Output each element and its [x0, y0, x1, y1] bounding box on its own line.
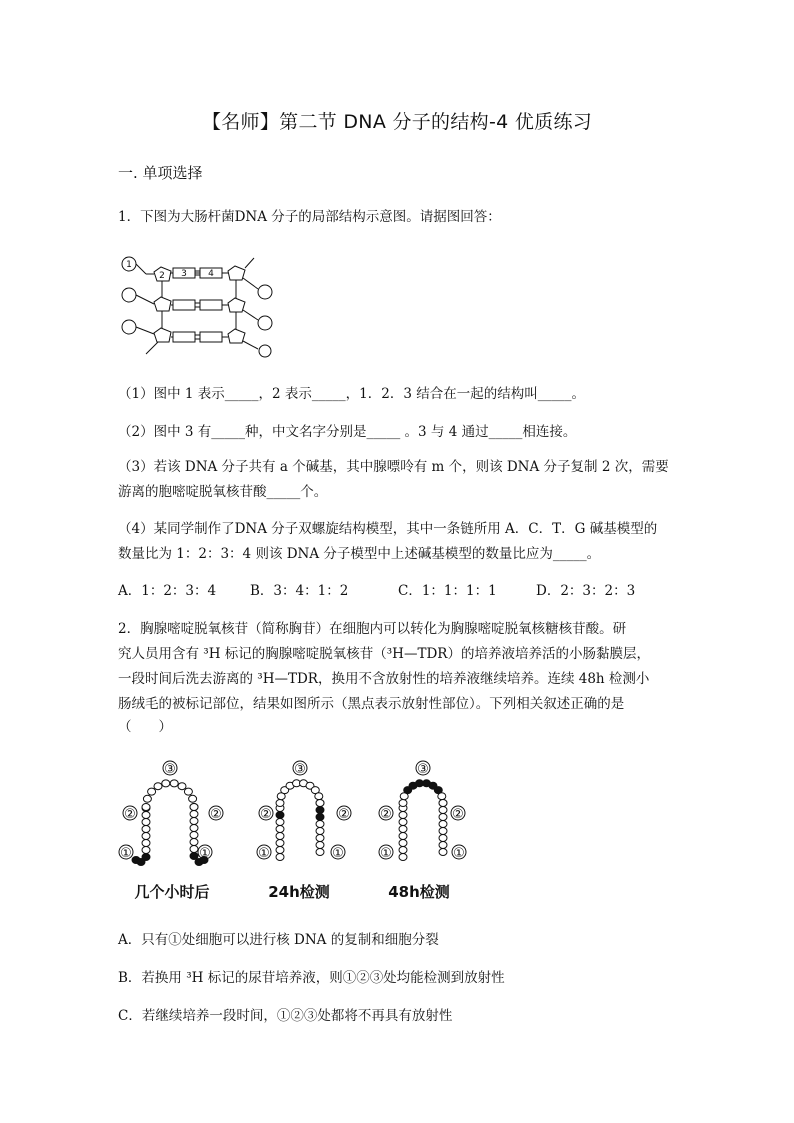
villus-cell [399, 819, 407, 826]
villus3-mark-1-left: ① [380, 846, 392, 861]
villus1-mark-1-left: ① [120, 846, 132, 861]
villus-cell [438, 793, 446, 800]
villus-cell [439, 828, 447, 835]
villus-cell [190, 818, 198, 825]
dna-structure-diagram [118, 254, 278, 358]
villus-cell-labeled [137, 859, 145, 866]
villus-cell [399, 854, 407, 861]
villus3-mark-1-right: ① [453, 846, 465, 861]
q2-line5: （ ） [118, 719, 172, 735]
villus-cell [316, 800, 324, 807]
villus1-mark-2-left: ② [124, 807, 136, 822]
villus-cell [276, 854, 284, 861]
villus3-mark-2-right: ② [452, 807, 464, 822]
q2-line4: 肠绒毛的被标记部位，结果如图所示（黑点表示放射性部位）。下列相关叙述正确的是 [118, 696, 625, 712]
villus-cell [399, 840, 407, 847]
q2-option-a: A．只有①处细胞可以进行核 DNA 的复制和细胞分裂 [118, 932, 439, 948]
villus-cell [316, 814, 324, 821]
q1-option-d: D．2：3：2：3 [536, 583, 636, 599]
villus-cell [316, 821, 324, 828]
q1-sub3-line2: 游离的胞嘧啶脱氧核苷酸_____个。 [118, 484, 328, 500]
villus-cell [142, 812, 150, 819]
villus-cell [316, 842, 324, 849]
villus-cell [439, 800, 447, 807]
villus-cell [439, 814, 447, 821]
q2-line2: 究人员用含有 ³H 标记的胸腺嘧啶脱氧核苷（³H—TDR）的培养液培养活的小肠黏膜层， [118, 646, 650, 662]
villus-cell [190, 853, 198, 860]
villus2-mark-2-right: ② [338, 807, 350, 822]
villus3-mark-3: ③ [417, 762, 429, 777]
villus-cell [148, 788, 156, 795]
q1-sub2: （2）图中 3 有_____种，中文名字分别是_____ 。3 与 4 通过_____相连接。 [118, 424, 577, 440]
villus-cell [316, 828, 324, 835]
villus-cell [439, 821, 447, 828]
villus2-mark-3: ③ [294, 762, 306, 777]
villus-cell [439, 807, 447, 814]
villus-cell [142, 840, 150, 847]
villus-cell [154, 783, 162, 790]
villus-labeling-diagram [116, 757, 476, 905]
villus-cell [276, 819, 284, 826]
villus-cell [190, 846, 198, 853]
villus-cell [316, 835, 324, 842]
q1-option-b: B．3：4：1：2 [250, 583, 349, 599]
q1-sub4-line2: 数量比为 1：2：3：4 则该 DNA 分子模型中上述碱基模型的数量比应为_____。 [118, 546, 601, 562]
caption-48h: 48h检测 [388, 883, 450, 901]
villus-cell [399, 800, 407, 807]
villus-cell [190, 832, 198, 839]
villus-cell [190, 839, 198, 846]
villus-cell [190, 811, 198, 818]
q1-option-a: A．1：2：3：4 [118, 583, 217, 599]
villus-cell [190, 825, 198, 832]
villus-cell [142, 804, 150, 811]
villus-cell [189, 795, 197, 802]
caption-24h: 24h检测 [268, 883, 330, 901]
villus-cell [439, 842, 447, 849]
diagram-label-4: 4 [208, 269, 214, 279]
villus-cell [276, 800, 284, 807]
section-heading: 一. 单项选择 [118, 164, 203, 182]
q2-line1: 2．胸腺嘧啶脱氧核苷（简称胸苷）在细胞内可以转化为胸腺嘧啶脱氧核糖核苷酸。研 [118, 621, 627, 637]
villus-cell [142, 819, 150, 826]
page-title: 【名师】第二节 DNA 分子的结构-4 优质练习 [201, 111, 593, 133]
villus-cell [399, 847, 407, 854]
villus-cell [276, 812, 284, 819]
q1-sub1: （1）图中 1 表示_____，2 表示_____，1．2．3 结合在一起的结构叫_____。 [118, 386, 585, 402]
villus-cell [184, 788, 192, 795]
q1-sub3-line1: （3）若该 DNA 分子共有 a 个碱基，其中腺嘌呤有 m 个，则该 DNA 分子复制 2 次，需要 [118, 459, 669, 475]
villus-cell [178, 783, 186, 790]
villus-cell [316, 807, 324, 814]
villus-cell [439, 835, 447, 842]
q1-option-c: C．1：1：1：1 [398, 583, 497, 599]
villus-cell [276, 833, 284, 840]
villus-cell [143, 795, 151, 802]
villus-cell [276, 840, 284, 847]
villus3-mark-2-left: ② [380, 807, 392, 822]
q2-option-b: B．若换用 ³H 标记的尿苷培养液，则①②③处均能检测到放射性 [118, 970, 505, 986]
villus-cell [162, 780, 170, 787]
q1-sub4-line1: （4）某同学制作了DNA 分子双螺旋结构模型，其中一条链所用 A．C．T．G 碱基模型的 [118, 521, 658, 537]
villus1-mark-1-right: ① [199, 846, 211, 861]
villus-cell [142, 833, 150, 840]
q1-stem: 1．下图为大肠杆菌DNA 分子的局部结构示意图。请据图回答： [118, 209, 501, 225]
q2-line3: 一段时间后洗去游离的 ³H—TDR，换用不含放射性的培养液继续培养。连续 48h 检测小 [118, 671, 650, 687]
villus1-mark-3: ③ [164, 762, 176, 777]
villus-cell [142, 847, 150, 854]
villus-cell [276, 847, 284, 854]
q2-option-c: C．若继续培养一段时间，①②③处都将不再具有放射性 [118, 1008, 453, 1024]
villus-cell [170, 780, 178, 787]
villus2-mark-1-right: ① [332, 846, 344, 861]
villus-cell [190, 804, 198, 811]
villus-cell [439, 849, 447, 856]
villus-cell [399, 833, 407, 840]
diagram-label-3: 3 [181, 269, 187, 279]
villus-cell [276, 826, 284, 833]
villus-cell [399, 826, 407, 833]
diagram-label-2: 2 [159, 271, 165, 281]
villus-cell [315, 793, 323, 800]
villus2-mark-1-left: ① [258, 846, 270, 861]
villus-cell [316, 849, 324, 856]
villus1-mark-2-right: ② [210, 807, 222, 822]
diagram-label-1: 1 [126, 260, 132, 270]
villus-cell [142, 826, 150, 833]
caption-few-hours: 几个小时后 [134, 883, 210, 901]
villus-cell [399, 812, 407, 819]
villus2-mark-2-left: ② [260, 807, 272, 822]
